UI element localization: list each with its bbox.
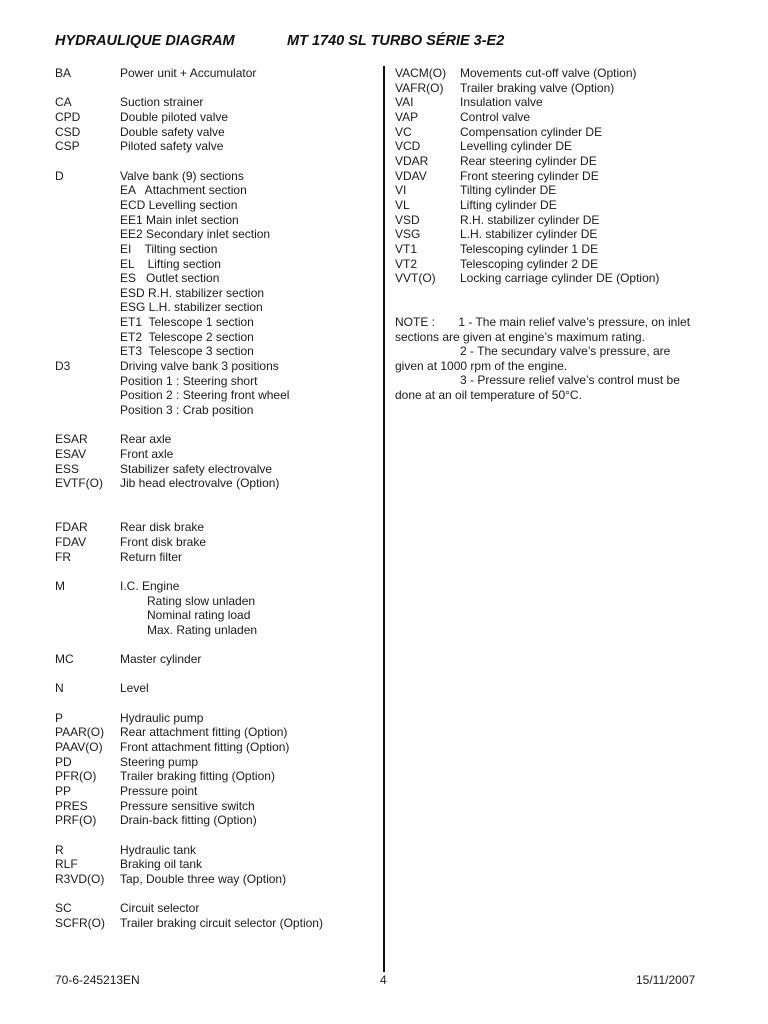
legend-description: Rating slow unladen bbox=[147, 593, 256, 608]
legend-description: EA Attachment section bbox=[120, 183, 247, 198]
legend-entry bbox=[55, 227, 375, 242]
legend-entry bbox=[55, 125, 375, 140]
legend-description: Trailer braking valve (Option) bbox=[460, 80, 615, 95]
legend-code: PFR(O) bbox=[55, 769, 97, 784]
legend-code: MC bbox=[55, 652, 74, 667]
legend-entry bbox=[55, 681, 375, 696]
legend-entry bbox=[55, 550, 375, 565]
legend-code: CA bbox=[55, 95, 72, 110]
legend-entry bbox=[395, 81, 725, 96]
legend-entry bbox=[55, 857, 375, 872]
spacer bbox=[55, 81, 375, 96]
model-title: MT 1740 SL TURBO SÉRIE 3-E2 bbox=[287, 33, 505, 49]
legend-code: PAAV(O) bbox=[55, 740, 103, 755]
legend-entry bbox=[55, 608, 375, 623]
legend-code: PAAR(O) bbox=[55, 725, 105, 740]
legend-code: VVT(O) bbox=[395, 271, 436, 286]
legend-code: CSP bbox=[55, 139, 80, 154]
legend-description: Max. Rating unladen bbox=[147, 622, 258, 637]
legend-entry bbox=[395, 95, 725, 110]
legend-code: D bbox=[55, 168, 64, 183]
legend-code: PRF(O) bbox=[55, 813, 97, 828]
legend-description: Lifting cylinder DE bbox=[460, 197, 557, 212]
legend-description: Position 3 : Crab position bbox=[120, 403, 254, 418]
legend-code bbox=[55, 608, 120, 623]
legend-entry bbox=[55, 447, 375, 462]
legend-code bbox=[55, 330, 120, 345]
legend-entry bbox=[55, 535, 375, 550]
legend-description: Compensation cylinder DE bbox=[460, 124, 603, 139]
legend-entry bbox=[55, 300, 375, 315]
legend-entry bbox=[55, 594, 375, 609]
legend-entry bbox=[395, 257, 725, 272]
legend-code: ESAV bbox=[55, 447, 87, 462]
note-2-part-b: given at 1000 rpm of the engine. bbox=[395, 358, 568, 373]
legend-description: Rear attachment fitting (Option) bbox=[120, 725, 288, 740]
note-1-part-a: 1 - The main relief valve’s pressure, on inlet bbox=[458, 314, 691, 329]
legend-description: Position 1 : Steering short bbox=[120, 373, 258, 388]
legend-description: Pressure sensitive switch bbox=[120, 798, 255, 813]
legend-code: CSD bbox=[55, 124, 81, 139]
legend-entry bbox=[55, 271, 375, 286]
legend-entry bbox=[395, 183, 725, 198]
legend-code bbox=[55, 315, 120, 330]
legend-code: CPD bbox=[55, 109, 81, 124]
legend-description: Piloted safety valve bbox=[120, 139, 224, 154]
legend-entry bbox=[55, 242, 375, 257]
legend-code bbox=[55, 198, 120, 213]
legend-entry bbox=[395, 227, 725, 242]
footer-page-number: 4 bbox=[380, 973, 387, 987]
legend-entry bbox=[55, 315, 375, 330]
legend-code bbox=[55, 388, 120, 403]
legend-description: Nominal rating load bbox=[147, 608, 251, 623]
legend-description: Circuit selector bbox=[120, 901, 200, 916]
legend-description: Trailer braking circuit selector (Option) bbox=[120, 915, 323, 930]
spacer bbox=[55, 154, 375, 169]
legend-description: Power unit + Accumulator bbox=[120, 66, 257, 80]
legend-code bbox=[55, 623, 120, 638]
column-divider bbox=[383, 66, 385, 972]
legend-description: Levelling cylinder DE bbox=[460, 139, 573, 154]
legend-code bbox=[55, 344, 120, 359]
legend-code bbox=[55, 300, 120, 315]
spacer bbox=[55, 696, 375, 711]
legend-description: ET3 Telescope 3 section bbox=[120, 344, 254, 359]
legend-description: Suction strainer bbox=[120, 95, 204, 110]
note-3-part-b: done at an oil temperature of 50°C. bbox=[395, 388, 582, 403]
legend-entry bbox=[55, 769, 375, 784]
legend-description: ESG L.H. stabilizer section bbox=[120, 300, 263, 315]
legend-code: SCFR(O) bbox=[55, 915, 105, 930]
legend-code bbox=[55, 594, 120, 609]
legend-description: Pressure point bbox=[120, 784, 198, 799]
legend-code bbox=[55, 403, 120, 418]
legend-description: Stabilizer safety electrovalve bbox=[120, 461, 273, 476]
legend-entry bbox=[395, 154, 725, 169]
legend-entry bbox=[55, 755, 375, 770]
legend-entry bbox=[55, 403, 375, 418]
legend-description: Level bbox=[120, 681, 149, 696]
legend-description: Master cylinder bbox=[120, 652, 202, 667]
legend-code: ESS bbox=[55, 461, 80, 476]
note-2-part-a: 2 - The secundary valve’s pressure, are bbox=[460, 344, 671, 359]
note-line-1 bbox=[395, 315, 715, 330]
legend-code: R bbox=[55, 842, 64, 857]
legend-description: Double safety valve bbox=[120, 124, 225, 139]
legend-entry bbox=[55, 330, 375, 345]
legend-entry bbox=[55, 432, 375, 447]
legend-description: Steering pump bbox=[120, 754, 199, 769]
legend-entry bbox=[55, 784, 375, 799]
legend-code bbox=[55, 183, 120, 198]
spacer bbox=[55, 828, 375, 843]
legend-code: BA bbox=[55, 66, 72, 80]
spacer bbox=[55, 491, 375, 506]
legend-code: PP bbox=[55, 784, 72, 799]
legend-entry bbox=[395, 66, 725, 81]
legend-entry bbox=[55, 725, 375, 740]
legend-description: Valve bank (9) sections bbox=[120, 168, 244, 183]
legend-entry bbox=[55, 388, 375, 403]
legend-description: L.H. stabilizer cylinder DE bbox=[460, 227, 598, 242]
legend-description: Return filter bbox=[120, 549, 183, 564]
legend-code: N bbox=[55, 681, 64, 696]
legend-code: VT1 bbox=[395, 241, 418, 256]
legend-description: EE1 Main inlet section bbox=[120, 212, 239, 227]
legend-entry bbox=[395, 139, 725, 154]
legend-entry bbox=[55, 579, 375, 594]
legend-entry bbox=[55, 183, 375, 198]
legend-entry bbox=[395, 213, 725, 228]
legend-entry bbox=[55, 520, 375, 535]
legend-code: VACM(O) bbox=[395, 66, 447, 80]
legend-description: EE2 Secondary inlet section bbox=[120, 227, 271, 242]
legend-code: VSD bbox=[395, 212, 420, 227]
legend-description: ESD R.H. stabilizer section bbox=[120, 285, 265, 300]
legend-code: VL bbox=[395, 197, 410, 212]
legend-code: VC bbox=[395, 124, 412, 139]
legend-entry bbox=[55, 711, 375, 726]
legend-code: VI bbox=[395, 183, 407, 198]
legend-description: Tap, Double three way (Option) bbox=[120, 871, 287, 886]
legend-code: FDAV bbox=[55, 534, 87, 549]
legend-entry bbox=[55, 916, 375, 931]
spacer bbox=[55, 638, 375, 653]
legend-code: VAP bbox=[395, 109, 419, 124]
legend-code: FR bbox=[55, 549, 71, 564]
legend-code: VDAV bbox=[395, 168, 427, 183]
legend-description: Driving valve bank 3 positions bbox=[120, 359, 279, 374]
legend-entry bbox=[55, 110, 375, 125]
legend-column-right bbox=[395, 66, 725, 403]
legend-description: Front steering cylinder DE bbox=[460, 168, 599, 183]
legend-list-right bbox=[395, 66, 725, 286]
spacer bbox=[55, 887, 375, 902]
legend-description: Telescoping cylinder 2 DE bbox=[460, 256, 599, 271]
legend-entry bbox=[55, 740, 375, 755]
legend-description: I.C. Engine bbox=[120, 578, 180, 593]
legend-description: Position 2 : Steering front wheel bbox=[120, 388, 290, 403]
legend-code: RLF bbox=[55, 857, 78, 872]
footer-date: 15/11/2007 bbox=[636, 973, 696, 987]
legend-entry bbox=[55, 286, 375, 301]
legend-entry bbox=[55, 169, 375, 184]
legend-code: EVTF(O) bbox=[55, 476, 103, 491]
legend-entry bbox=[55, 66, 375, 81]
note-3-part-a: 3 - Pressure relief valve’s control must be bbox=[460, 373, 680, 388]
legend-code: VAFR(O) bbox=[395, 80, 444, 95]
legend-entry bbox=[55, 198, 375, 213]
legend-description: Braking oil tank bbox=[120, 857, 203, 872]
legend-code: VDAR bbox=[395, 153, 429, 168]
legend-description: Hydraulic pump bbox=[120, 710, 204, 725]
legend-description: Front axle bbox=[120, 447, 174, 462]
legend-entry bbox=[55, 213, 375, 228]
legend-description: Rear steering cylinder DE bbox=[460, 153, 597, 168]
legend-entry bbox=[55, 799, 375, 814]
legend-description: EL Lifting section bbox=[120, 256, 221, 271]
footer-doc-number: 70-6-245213EN bbox=[55, 973, 140, 987]
legend-description: Front disk brake bbox=[120, 534, 207, 549]
legend-entry bbox=[55, 374, 375, 389]
legend-description: Hydraulic tank bbox=[120, 842, 197, 857]
legend-entry bbox=[55, 462, 375, 477]
legend-description: Double piloted valve bbox=[120, 109, 229, 124]
legend-description: Jib head electrovalve (Option) bbox=[120, 476, 280, 491]
legend-entry bbox=[55, 476, 375, 491]
legend-description: Front attachment fitting (Option) bbox=[120, 740, 290, 755]
legend-code bbox=[55, 374, 120, 389]
spacer bbox=[55, 418, 375, 433]
legend-entry bbox=[395, 169, 725, 184]
legend-entry bbox=[55, 652, 375, 667]
spacer bbox=[55, 564, 375, 579]
legend-entry bbox=[395, 198, 725, 213]
legend-description: Telescoping cylinder 1 DE bbox=[460, 241, 599, 256]
legend-entry bbox=[395, 271, 725, 286]
legend-code: D3 bbox=[55, 359, 71, 374]
legend-description: ECD Levelling section bbox=[120, 197, 238, 212]
legend-entry bbox=[55, 872, 375, 887]
note-label: NOTE : bbox=[395, 314, 436, 329]
legend-code: R3VD(O) bbox=[55, 871, 105, 886]
legend-description: R.H. stabilizer cylinder DE bbox=[460, 212, 600, 227]
legend-description: Drain-back fitting (Option) bbox=[120, 813, 257, 828]
legend-entry bbox=[395, 110, 725, 125]
legend-code bbox=[55, 257, 120, 272]
legend-entry bbox=[55, 257, 375, 272]
legend-description: Insulation valve bbox=[460, 95, 543, 110]
legend-entry bbox=[55, 901, 375, 916]
legend-description: ET2 Telescope 2 section bbox=[120, 329, 254, 344]
spacer bbox=[55, 667, 375, 682]
legend-code: VCD bbox=[395, 139, 421, 154]
legend-description: Tilting cylinder DE bbox=[460, 183, 557, 198]
legend-code bbox=[55, 213, 120, 228]
legend-code bbox=[55, 242, 120, 257]
legend-code: VT2 bbox=[395, 256, 418, 271]
legend-entry bbox=[55, 623, 375, 638]
legend-code: M bbox=[55, 578, 65, 593]
legend-description: ET1 Telescope 1 section bbox=[120, 315, 254, 330]
legend-code bbox=[55, 271, 120, 286]
legend-description: Control valve bbox=[460, 109, 531, 124]
legend-entry bbox=[55, 359, 375, 374]
legend-description: Rear axle bbox=[120, 432, 172, 447]
legend-code: FDAR bbox=[55, 520, 88, 535]
note-block bbox=[395, 315, 715, 403]
legend-entry bbox=[55, 344, 375, 359]
legend-code: SC bbox=[55, 901, 72, 916]
legend-code bbox=[55, 286, 120, 301]
legend-code: P bbox=[55, 710, 64, 725]
legend-entry bbox=[395, 242, 725, 257]
legend-entry bbox=[55, 95, 375, 110]
legend-description: EI Tilting section bbox=[120, 241, 218, 256]
spacer bbox=[55, 506, 375, 521]
legend-entry bbox=[55, 843, 375, 858]
legend-code: PD bbox=[55, 754, 72, 769]
legend-code: VSG bbox=[395, 227, 421, 242]
legend-code: VAI bbox=[395, 95, 414, 110]
legend-description: Movements cut-off valve (Option) bbox=[460, 66, 637, 80]
legend-code: ESAR bbox=[55, 432, 88, 447]
legend-description: ES Outlet section bbox=[120, 271, 220, 286]
note-1-part-b: sections are given at engine’s maximum rating. bbox=[395, 329, 645, 344]
legend-code bbox=[55, 227, 120, 242]
legend-column-left bbox=[55, 66, 375, 931]
legend-entry bbox=[55, 813, 375, 828]
legend-entry bbox=[395, 125, 725, 140]
legend-code: PRES bbox=[55, 798, 88, 813]
legend-entry bbox=[55, 139, 375, 154]
document-title: HYDRAULIQUE DIAGRAM bbox=[55, 33, 235, 49]
legend-description: Rear disk brake bbox=[120, 520, 205, 535]
legend-description: Trailer braking fitting (Option) bbox=[120, 769, 275, 784]
legend-description: Locking carriage cylinder DE (Option) bbox=[460, 271, 660, 286]
